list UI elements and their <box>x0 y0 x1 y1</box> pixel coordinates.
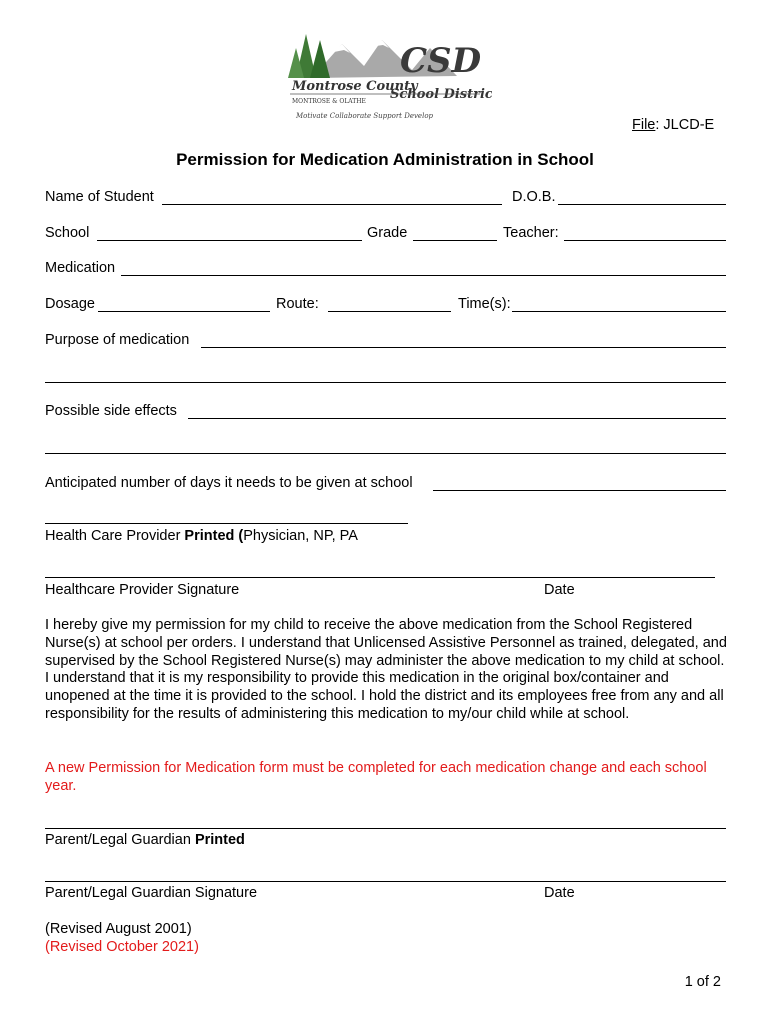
grade-field[interactable] <box>413 240 497 241</box>
times-label: Time(s): <box>458 296 511 312</box>
provider-printed-label: Health Care Provider Printed (Physician, NP, PA <box>45 528 358 544</box>
guardian-signature-field[interactable] <box>45 881 726 882</box>
dosage-label: Dosage <box>45 296 95 312</box>
times-field[interactable] <box>512 311 726 312</box>
teacher-label: Teacher: <box>503 225 559 241</box>
revision-2021: (Revised October 2021) <box>45 939 199 955</box>
teacher-field[interactable] <box>564 240 726 241</box>
student-name-label: Name of Student <box>45 189 154 205</box>
dob-field[interactable] <box>558 204 726 205</box>
svg-text:Motivate Collaborate Support D: Motivate Collaborate Support Develop <box>296 112 434 120</box>
route-label: Route: <box>276 296 319 312</box>
medication-change-notice: A new Permission for Medication form must be completed for each medication change and each school year. <box>45 760 707 794</box>
page-number: 1 of 2 <box>684 974 721 990</box>
dosage-field[interactable] <box>98 311 270 312</box>
revision-2001: (Revised August 2001) <box>45 921 192 937</box>
purpose-label: Purpose of medication <box>45 332 190 348</box>
days-field[interactable] <box>433 490 726 491</box>
guardian-date-label: Date <box>544 885 575 901</box>
district-logo <box>282 26 492 124</box>
medication-label: Medication <box>45 260 116 276</box>
days-label: Anticipated number of days it needs to be given at school <box>45 475 413 491</box>
medication-field[interactable] <box>121 275 726 276</box>
school-label: School <box>45 225 90 241</box>
provider-printed-field[interactable] <box>45 523 408 524</box>
file-reference: File: JLCD-E <box>632 117 715 133</box>
school-field[interactable] <box>97 240 362 241</box>
page-title: Permission for Medication Administration in School <box>176 150 594 169</box>
guardian-printed-field[interactable] <box>45 828 726 829</box>
side-effects-field[interactable] <box>188 418 726 419</box>
svg-text:CSD: CSD <box>400 41 482 81</box>
consent-paragraph: I hereby give my permission for my child to receive the above medication from the School Registered Nurse(s) at school per orders. I understand that Unlicensed Assistive Personnel as trained, delegated, and supervised by the School Registered Nurse(s) may administer the above medication to my child at school. I understand that it is my responsibility to provide this medication in the original box/container and unopened at the time it is provided to the school. I hold the district and its employees free from any and all responsibility for the results of administering this medication to my/our child while at school. <box>45 617 727 722</box>
student-name-field[interactable] <box>162 204 502 205</box>
route-field[interactable] <box>328 311 451 312</box>
purpose-field[interactable] <box>201 347 726 348</box>
purpose-field-continued[interactable] <box>45 382 726 383</box>
svg-text:Montrose County: Montrose County <box>292 79 418 94</box>
grade-label: Grade <box>367 225 408 241</box>
guardian-printed-label: Parent/Legal Guardian Printed <box>45 832 245 848</box>
provider-signature-field[interactable] <box>45 577 715 578</box>
dob-label: D.O.B. <box>512 189 556 205</box>
provider-date-label: Date <box>544 582 575 598</box>
svg-text:School District: School District <box>390 87 492 102</box>
guardian-signature-label: Parent/Legal Guardian Signature <box>45 885 258 901</box>
svg-text:MONTROSE & OLATHE: MONTROSE & OLATHE <box>292 98 366 105</box>
side-effects-field-continued[interactable] <box>45 453 726 454</box>
side-effects-label: Possible side effects <box>45 403 177 419</box>
provider-signature-label: Healthcare Provider Signature <box>45 582 240 598</box>
